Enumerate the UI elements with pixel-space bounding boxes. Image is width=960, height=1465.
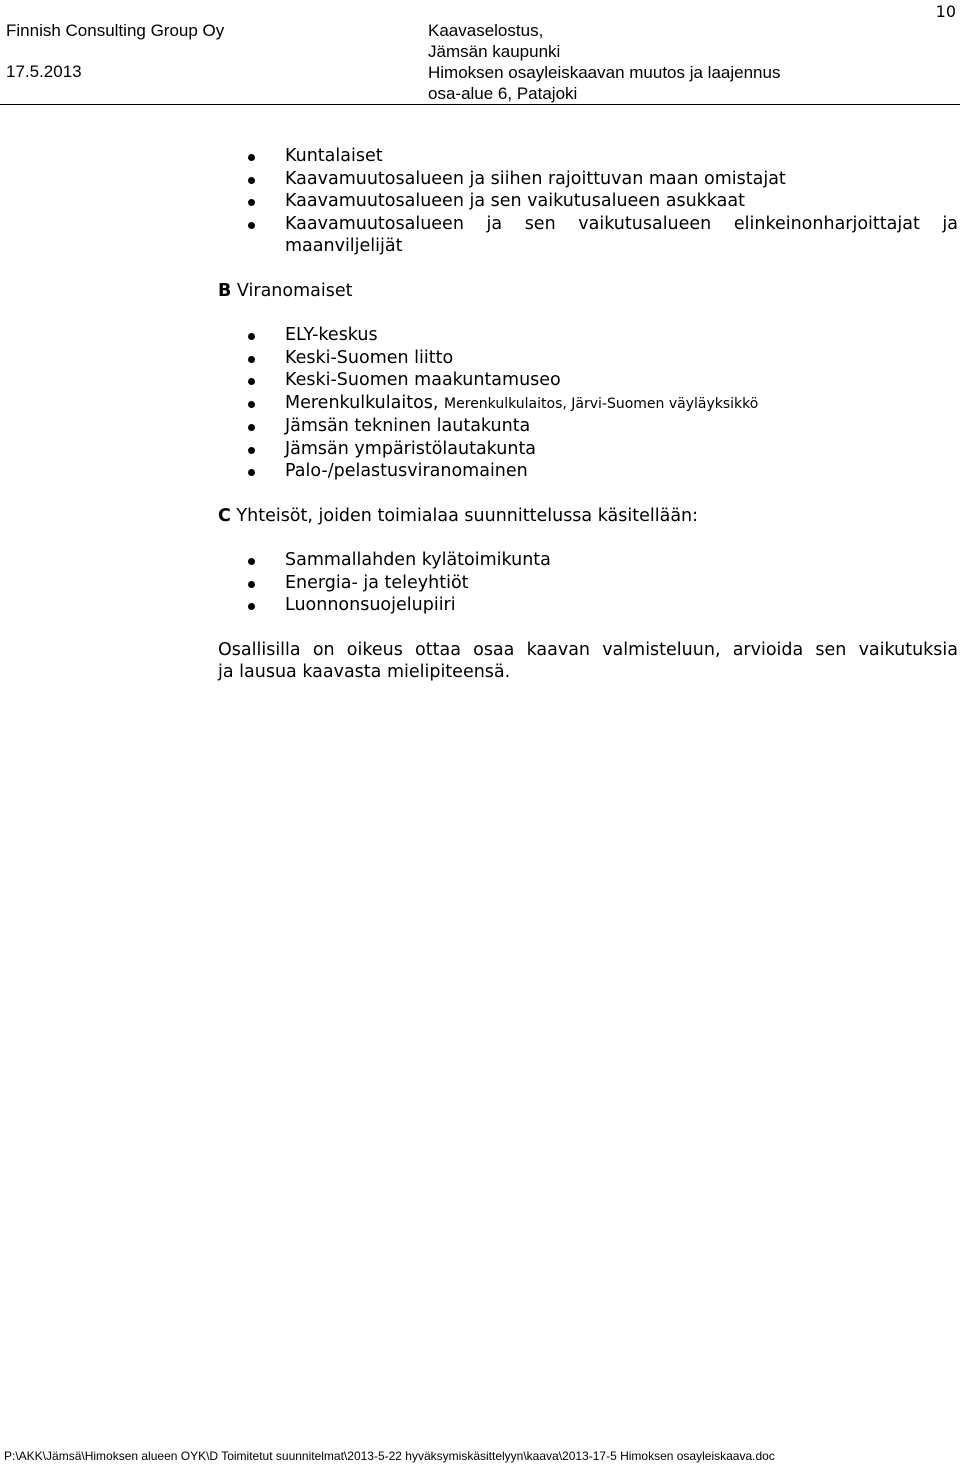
section-c-heading <box>218 505 958 528</box>
doc-line: Jämsän kaupunki <box>428 42 561 61</box>
bullet-icon <box>248 199 255 206</box>
closing-line: ja lausua kaavasta mielipiteensä. <box>218 662 511 682</box>
bullet-icon <box>248 581 255 588</box>
bullet-icon <box>248 333 255 340</box>
doc-line: osa-alue 6, Patajoki <box>428 84 578 103</box>
list-item: Jämsän ympäristölautakunta <box>285 438 958 461</box>
list-item: Kuntalaiset <box>285 145 958 168</box>
list-item: Jämsän tekninen lautakunta <box>285 415 958 438</box>
bullet-icon <box>248 469 255 476</box>
bullet-icon <box>248 378 255 385</box>
bullet-icon <box>248 424 255 431</box>
document-title-block <box>428 20 780 104</box>
list-item: Sammallahden kylätoimikunta <box>285 549 958 572</box>
bullet-icon <box>248 177 255 184</box>
bullet-icon <box>248 222 255 229</box>
page-number: 10 <box>935 2 956 21</box>
bullet-icon <box>248 447 255 454</box>
list-item: Kaavamuutosalueen ja sen vaikutusalueen asukkaat <box>285 190 958 213</box>
list-item: ELY-keskus <box>285 324 958 347</box>
doc-line: Himoksen osayleiskaavan muutos ja laajennus <box>428 63 781 82</box>
list-item: Energia- ja teleyhtiöt <box>285 572 958 595</box>
bullet-icon <box>248 356 255 363</box>
bullet-icon <box>248 558 255 565</box>
list-item: Kaavamuutosalueen ja sen vaikutusalueen elinkeinonharjoittajat ja <box>285 213 958 236</box>
list-a <box>218 145 958 258</box>
list-item: Keski-Suomen liitto <box>285 347 958 370</box>
section-letter: C <box>218 505 231 526</box>
section-title: Yhteisöt, joiden toimialaa suunnittelussa käsitellään: <box>236 505 699 526</box>
list-c <box>218 549 958 617</box>
list-item: Kaavamuutosalueen ja siihen rajoittuvan maan omistajat <box>285 168 958 191</box>
bullet-icon <box>248 154 255 161</box>
section-letter: B <box>218 280 232 301</box>
bullet-icon <box>248 603 255 610</box>
list-item: Palo-/pelastusviranomainen <box>285 460 958 483</box>
list-item-continuation: maanviljelijät <box>285 236 403 256</box>
list-item: Merenkulkulaitos, Merenkulkulaitos, Järvi-Suomen väyläyksikkö <box>285 392 958 416</box>
section-b-heading <box>218 280 958 303</box>
company-name: Finnish Consulting Group Oy <box>6 21 225 40</box>
doc-line: Kaavaselostus, <box>428 21 544 40</box>
page-header <box>0 18 960 105</box>
closing-line: Osallisilla on oikeus ottaa osaa kaavan valmisteluun, arvioida sen vaikutuksia <box>218 639 958 660</box>
list-b <box>218 324 958 483</box>
list-item: Keski-Suomen maakuntamuseo <box>285 369 958 392</box>
document-body <box>218 145 958 684</box>
bullet-icon <box>248 401 255 408</box>
document-date: 17.5.2013 <box>6 62 82 81</box>
list-item: Luonnonsuojelupiiri <box>285 594 958 617</box>
closing-paragraph <box>218 639 958 684</box>
small-text: Merenkulkulaitos, Järvi-Suomen väyläyksikkö <box>444 395 759 412</box>
section-title: Viranomaiset <box>236 280 353 301</box>
file-path-footer: P:\AKK\Jämsä\Himoksen alueen OYK\D Toimitetut suunnitelmat\2013-5-22 hyväksymiskäsittelyyn\kaava\2013-17-5 Himoksen osayleiskaava.doc <box>4 1449 775 1463</box>
